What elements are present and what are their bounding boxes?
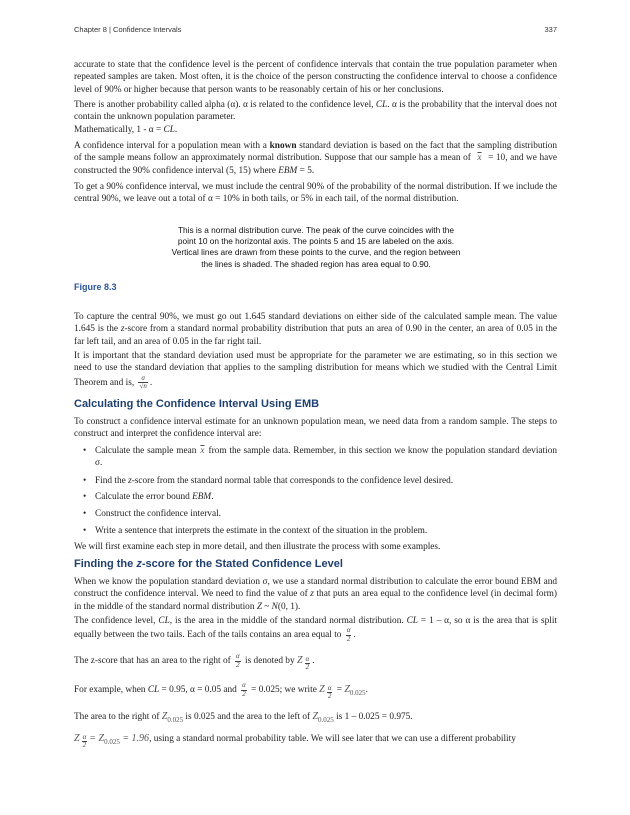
paragraph-examine-steps: We will first examine each step in more detail, and then illustrate the process with some examples.	[74, 542, 441, 552]
paragraph-z-value: Z $\frac{\alpha}{2}$ = $Z_{0.025} = 1.96$, using a standard normal probability table. We will see later that we can use a different probability	[74, 732, 516, 749]
paragraph-example: For example, when CL = 0.95, α = 0.05 and $\frac{\alpha}{2}$ = 0.025; we write Z $\frac{\alpha}{2}$ = $Z_{0.025}$.	[74, 681, 368, 701]
paragraph-known-sigma: When we know the population standard deviation σ, we use a standard normal distribution to calculate the error bound EBM and construct the confidence interval. We need to find the value of z that puts an area equal to the confidence level (in decimal form) in the middle of the standard normal distribution Z ~ N(0, 1).	[74, 577, 557, 612]
bullet-marker: •	[83, 446, 87, 456]
paragraph-known-sd: A confidence interval for a population mean with a known standard deviation is based on the fact that the sampling distribution of the sample means follow an approximately normal distribution. Suppose that our sample has a mean of $\overline{x} = 10$, and we have constructed the 90% confidence interval (5, 15) where EBM = 5.	[74, 141, 557, 176]
z-alpha-over-two: Z $\frac{\alpha}{2}$	[74, 732, 87, 749]
alpha-over-two: $\frac{\alpha}{2}$	[236, 652, 240, 669]
bullet-marker: •	[83, 509, 87, 519]
figure-alt-text: This is a normal distribution curve. The peak of the curve coincides with the point 10 on the horizontal axis. The points 5 and 15 are labeled on the axis. Vertical lines are drawn from these points to the curve, and the region between the lines is shaded. The shaded region has area equal to 0.90.	[171, 225, 461, 269]
figure-label: Figure 8.3	[74, 282, 117, 292]
step-calculate-mean: Calculate the sample mean $\overline{x}$ from the sample data. Remember, in this section we know the population standard deviation σ.	[95, 446, 557, 469]
paragraph-area-right: The area to the right of $Z_{0.025}$ is 0.025 and the area to the left of $Z_{0.025}$ is 1 – 0.025 = 0.975.	[74, 711, 413, 724]
step-construct-interval: Construct the confidence interval.	[95, 509, 221, 519]
alpha-over-two: $\frac{\alpha}{2}$	[242, 681, 246, 698]
paragraph-construct-intro: To construct a confidence interval estimate for an unknown population mean, we need data from a random sample. The steps to construct and interpret the confidence interval are:	[74, 417, 557, 440]
z-0025: $Z_{0.025}$	[312, 711, 334, 724]
heading-finding-z-score: Finding the z-score for the Stated Confidence Level	[74, 558, 343, 570]
page-number: 337	[544, 25, 557, 34]
alpha-over-two: $\frac{\alpha}{2}$	[346, 626, 351, 643]
paragraph-confidence-level: accurate to state that the confidence level is the percent of confidence intervals that contain the true population parameter when repeated samples are taken. Most often, it is the choice of the person constructing the confidence interval to choose a confidence level of 90% or higher because that person wants to be reasonably certain of his or her conclusions.	[74, 60, 557, 95]
z-0025: $Z_{0.025}$	[344, 684, 366, 698]
paragraph-ninety-percent: To get a 90% confidence interval, we must include the central 90% of the probability of the normal distribution. If we include the central 90%, we leave out a total of α = 10% in both tails, or 5% in each tail, of the normal distribution.	[74, 182, 557, 205]
chapter-header: Chapter 8 | Confidence Intervals	[74, 25, 182, 34]
step-find-z-score: Find the z-score from the standard normal table that corresponds to the confidence level desired.	[95, 476, 454, 486]
z-0025: $Z_{0.025}$	[161, 711, 184, 724]
paragraph-alpha: There is another probability called alpha (α). α is related to the confidence level, CL. α is the probability that the interval does not contain the unknown population parameter. Mathematically, 1 - α = CL.	[74, 100, 557, 135]
step-interpret: Write a sentence that interprets the estimate in the context of the situation in the problem.	[95, 526, 428, 536]
heading-calculating-ci: Calculating the Confidence Interval Using EMB	[74, 398, 320, 410]
step-error-bound: Calculate the error bound EBM.	[95, 492, 214, 502]
paragraph-capture-central: To capture the central 90%, we must go out 1.645 standard deviations on either side of the calculated sample mean. The value 1.645 is the z-score from a standard normal probability distribution that puts an area of 0.90 in the center, an area of 0.05 in the far left tail, and an area of 0.05 in the far right tail.	[74, 312, 557, 347]
bullet-marker: •	[83, 526, 87, 536]
bullet-marker: •	[83, 476, 87, 486]
sigma-over-sqrt-n: $\frac{\sigma}{√n}$	[139, 373, 147, 391]
z-alpha-over-two: Z $\frac{\alpha}{2}$	[319, 683, 332, 701]
bullet-marker: •	[83, 492, 87, 502]
paragraph-standard-deviation: It is important that the standard deviation used must be appropriate for the parameter we are estimating, so in this section we need to use the standard deviation that applies to the sampling distribution for means which we studied with the Central Limit Theorem and is, $\frac{\sigma}{√n}$ .	[74, 351, 557, 391]
paragraph-confidence-level-area: The confidence level, CL, is the area in the middle of the standard normal distribution. CL = 1 – α, so α is the area that is split equally between the two tails. Each of the tails contains an area equal to $\frac{\alpha}{2}$ .	[74, 616, 557, 643]
z-alpha-over-two: Z $\frac{\alpha}{2}$	[296, 654, 310, 672]
paragraph-z-score-denoted: The z-score that has an area to the right of $\frac{\alpha}{2}$ is denoted by Z $\frac{\alpha}{2}$ .	[74, 652, 315, 672]
